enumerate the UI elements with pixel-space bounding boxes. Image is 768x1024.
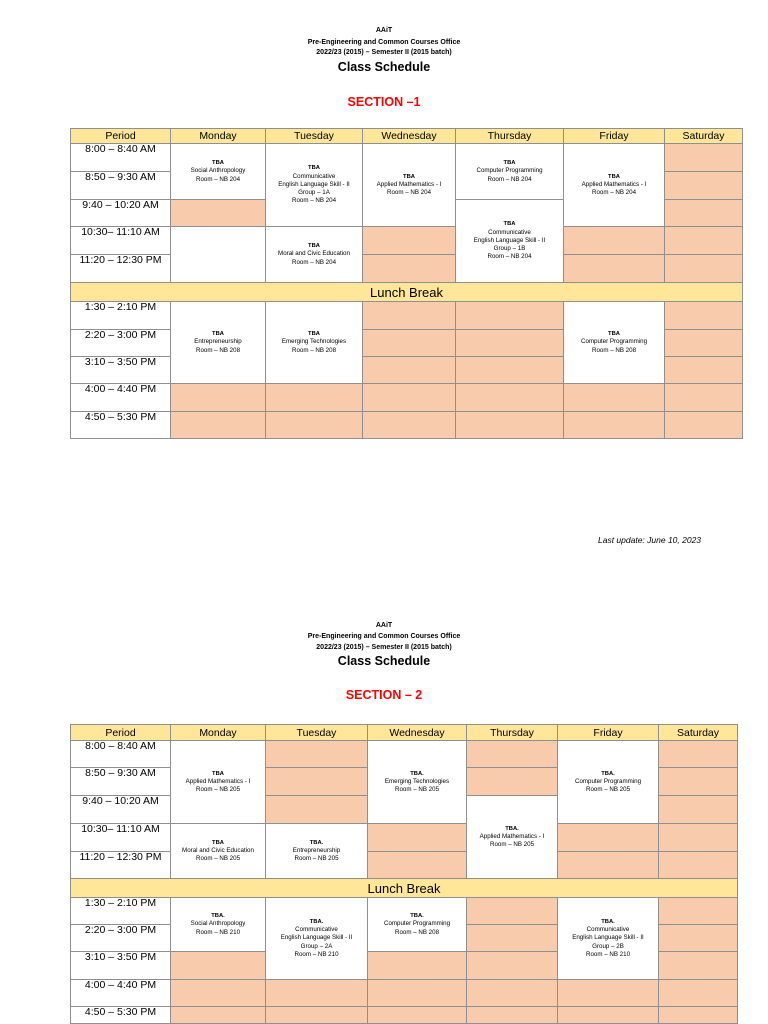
- column-header-monday: Monday: [170, 128, 266, 144]
- header-term: 2022/23 (2015) – Semester II (2015 batch): [316, 644, 452, 651]
- last-update-note: Last update: June 10, 2023: [598, 535, 702, 545]
- class-cell: [557, 740, 659, 824]
- instructor-label: TBA.: [211, 913, 225, 920]
- class-cell-line: Applied Mathematics - I: [185, 777, 251, 785]
- header-org: AAiT: [375, 622, 393, 629]
- free-slot-cell: [455, 411, 564, 439]
- column-header-thursday: Thursday: [455, 128, 564, 144]
- free-slot-cell: [563, 254, 665, 283]
- period-cell: 4:00 – 4:40 PM: [70, 383, 171, 412]
- class-cell-line: Applied Mathematics - I: [376, 180, 442, 188]
- class-cell-line: English Language Skill - II: [280, 934, 353, 942]
- free-slot-cell: [367, 851, 467, 879]
- free-slot-cell: [170, 979, 266, 1007]
- header-term: 2022/23 (2015) – Semester II (2015 batch): [316, 49, 452, 56]
- period-cell: 11:20 – 12:30 PM: [70, 254, 171, 283]
- column-header-period: Period: [70, 724, 171, 741]
- free-slot-cell: [455, 383, 564, 412]
- class-cell: [265, 897, 368, 980]
- instructor-label: TBA.: [309, 839, 324, 846]
- class-cell-line: Communicative: [295, 926, 338, 934]
- free-slot-cell: [664, 226, 743, 255]
- class-cell-line: Emerging Technologies: [281, 338, 347, 346]
- class-cell-line: Room – NB 205: [489, 841, 535, 849]
- free-slot-cell: [466, 740, 558, 768]
- header-office: Pre-Engineering and Common Courses Office: [307, 633, 461, 640]
- class-cell-line: Group – 2B: [592, 942, 624, 950]
- free-slot-cell: [664, 329, 743, 357]
- free-slot-cell: [658, 951, 738, 980]
- free-slot-cell: [367, 1006, 467, 1024]
- class-cell-line: Emerging Technologies: [384, 777, 450, 785]
- class-cell-line: English Language Skill - II: [473, 236, 546, 244]
- period-cell: 8:00 – 8:40 AM: [70, 740, 171, 768]
- free-slot-cell: [362, 226, 456, 255]
- instructor-label: TBA: [403, 173, 415, 180]
- column-header-friday: Friday: [557, 724, 659, 741]
- free-slot-cell: [658, 795, 738, 824]
- free-slot-cell: [170, 411, 266, 439]
- class-cell-line: Room – NB 210: [195, 928, 241, 936]
- free-slot-cell: [170, 951, 266, 980]
- column-header-friday: Friday: [563, 128, 665, 144]
- free-slot-cell: [658, 767, 738, 796]
- schedule-title: Class Schedule: [337, 654, 431, 668]
- class-cell: [170, 823, 266, 879]
- free-slot-cell: [265, 979, 368, 1007]
- class-cell-line: Room – NB 204: [487, 175, 532, 183]
- free-slot-cell: [466, 1006, 558, 1024]
- class-cell: [455, 143, 564, 200]
- period-cell: 10:30– 11:10 AM: [70, 823, 171, 852]
- free-slot-cell: [170, 383, 266, 412]
- period-cell: 1:30 – 2:10 PM: [70, 301, 171, 330]
- class-cell-line: Room – NB 204: [291, 197, 337, 205]
- class-cell-line: Room – NB 204: [591, 189, 637, 197]
- free-slot-cell: [455, 356, 564, 384]
- class-cell: [265, 226, 363, 283]
- column-header-thursday: Thursday: [466, 724, 558, 741]
- class-cell-line: Computer Programming: [476, 167, 543, 175]
- column-header-monday: Monday: [170, 724, 266, 741]
- free-slot-cell: [265, 411, 363, 439]
- class-cell: [557, 897, 659, 980]
- free-slot-cell: [664, 356, 743, 384]
- free-slot-cell: [563, 226, 665, 255]
- free-slot-cell: [658, 823, 738, 852]
- free-slot-cell: [658, 851, 738, 879]
- class-cell: [170, 740, 266, 824]
- free-slot-cell: [265, 767, 368, 796]
- instructor-label: TBA.: [410, 770, 424, 777]
- free-slot-cell: [658, 1006, 738, 1024]
- class-cell-line: Room – NB 208: [291, 346, 337, 354]
- class-cell: [367, 897, 467, 952]
- free-slot-cell: [557, 823, 659, 852]
- instructor-label: TBA: [212, 160, 224, 167]
- class-cell: [466, 795, 558, 879]
- instructor-label: TBA: [608, 173, 620, 180]
- instructor-label: TBA.: [601, 918, 615, 925]
- period-cell: 9:40 – 10:20 AM: [70, 199, 171, 227]
- section-label: SECTION – 2: [345, 688, 423, 702]
- free-slot-cell: [664, 383, 743, 412]
- class-cell: [265, 823, 368, 879]
- instructor-label: TBA: [503, 160, 516, 167]
- class-cell: [563, 143, 665, 227]
- period-cell: 4:50 – 5:30 PM: [70, 411, 171, 439]
- free-slot-cell: [466, 767, 558, 796]
- class-cell: [170, 226, 266, 283]
- instructor-label: TBA.: [601, 770, 615, 777]
- free-slot-cell: [466, 897, 558, 925]
- free-slot-cell: [265, 1006, 368, 1024]
- class-cell-line: Room – NB 208: [195, 346, 241, 354]
- free-slot-cell: [658, 740, 738, 768]
- class-cell-line: Applied Mathematics - I: [479, 832, 545, 840]
- class-cell-line: Entrepreneurship: [194, 338, 242, 346]
- class-cell-line: Entrepreneurship: [292, 846, 341, 854]
- period-cell: 4:00 – 4:40 PM: [70, 979, 171, 1007]
- free-slot-cell: [664, 301, 743, 330]
- column-header-tuesday: Tuesday: [265, 128, 363, 144]
- section-label: SECTION –1: [347, 95, 421, 109]
- lunch-break-row: Lunch Break: [70, 282, 743, 302]
- instructor-label: TBA: [308, 243, 320, 250]
- free-slot-cell: [664, 254, 743, 283]
- class-cell-line: Communicative: [292, 172, 336, 180]
- free-slot-cell: [362, 254, 456, 283]
- class-cell-line: Room – NB 208: [394, 928, 440, 936]
- instructor-label: TBA: [503, 221, 516, 228]
- free-slot-cell: [664, 143, 743, 172]
- schedule-title: Class Schedule: [337, 60, 431, 74]
- free-slot-cell: [367, 823, 467, 852]
- column-header-wednesday: Wednesday: [362, 128, 456, 144]
- class-cell-line: Room – NB 210: [585, 950, 631, 958]
- lunch-break-row: Lunch Break: [70, 878, 738, 898]
- class-cell-line: Computer Programming: [383, 920, 451, 928]
- instructor-label: TBA.: [410, 913, 424, 920]
- period-cell: 11:20 – 12:30 PM: [70, 851, 171, 879]
- class-cell-line: Computer Programming: [574, 777, 642, 785]
- period-cell: 1:30 – 2:10 PM: [70, 897, 171, 925]
- period-cell: 4:50 – 5:30 PM: [70, 1006, 171, 1024]
- free-slot-cell: [664, 171, 743, 200]
- instructor-label: TBA: [608, 331, 620, 338]
- free-slot-cell: [362, 411, 456, 439]
- free-slot-cell: [362, 356, 456, 384]
- class-cell-line: Room – NB 208: [591, 346, 637, 354]
- class-cell-line: Social Anthropology: [190, 167, 246, 175]
- class-cell-line: Group – 1B: [493, 245, 526, 253]
- class-cell-line: Computer Programming: [580, 338, 648, 346]
- period-cell: 10:30– 11:10 AM: [70, 226, 171, 255]
- free-slot-cell: [455, 329, 564, 357]
- column-header-wednesday: Wednesday: [367, 724, 467, 741]
- column-header-saturday: Saturday: [658, 724, 738, 741]
- class-cell-line: Room – NB 204: [487, 253, 532, 261]
- class-cell-line: Room – NB 205: [195, 855, 241, 863]
- header-org: AAiT: [375, 27, 393, 34]
- free-slot-cell: [658, 979, 738, 1007]
- instructor-label: TBA: [212, 839, 224, 846]
- class-cell-line: Room – NB 205: [195, 786, 241, 794]
- instructor-label: TBA: [308, 331, 320, 338]
- class-cell-line: Room – NB 205: [585, 786, 631, 794]
- class-cell-line: Room – NB 204: [386, 189, 432, 197]
- class-cell-line: Moral and Civic Education: [278, 250, 350, 258]
- free-slot-cell: [362, 301, 456, 330]
- free-slot-cell: [367, 951, 467, 980]
- period-cell: 9:40 – 10:20 AM: [70, 795, 171, 824]
- free-slot-cell: [265, 795, 368, 824]
- class-cell-line: Room – NB 205: [294, 855, 339, 863]
- instructor-label: TBA.: [309, 918, 324, 925]
- class-cell-line: Communicative: [488, 228, 531, 236]
- free-slot-cell: [170, 1006, 266, 1024]
- class-cell-line: Room – NB 204: [195, 175, 241, 183]
- free-slot-cell: [362, 329, 456, 357]
- free-slot-cell: [466, 979, 558, 1007]
- class-cell-line: Room – NB 204: [291, 258, 337, 266]
- free-slot-cell: [557, 851, 659, 879]
- instructor-label: TBA.: [505, 825, 519, 832]
- free-slot-cell: [664, 199, 743, 227]
- class-cell-line: Social Anthropology: [190, 920, 246, 928]
- free-slot-cell: [466, 951, 558, 980]
- period-cell: 8:50 – 9:30 AM: [70, 171, 171, 200]
- free-slot-cell: [362, 383, 456, 412]
- class-cell: [362, 143, 456, 227]
- class-cell-line: Moral and Civic Education: [182, 846, 254, 854]
- class-cell: [367, 740, 467, 824]
- period-cell: 3:10 – 3:50 PM: [70, 951, 171, 980]
- class-cell: [170, 897, 266, 952]
- free-slot-cell: [563, 383, 665, 412]
- free-slot-cell: [557, 1006, 659, 1024]
- class-cell: [170, 143, 266, 200]
- instructor-label: TBA: [212, 331, 224, 338]
- column-header-tuesday: Tuesday: [265, 724, 368, 741]
- period-cell: 8:00 – 8:40 AM: [70, 143, 171, 172]
- period-cell: 3:10 – 3:50 PM: [70, 356, 171, 384]
- instructor-label: TBA: [308, 165, 320, 172]
- free-slot-cell: [265, 740, 368, 768]
- class-cell-line: Group – 1A: [298, 189, 330, 197]
- free-slot-cell: [563, 411, 665, 439]
- free-slot-cell: [455, 301, 564, 330]
- free-slot-cell: [265, 383, 363, 412]
- class-cell-line: Applied Mathematics - I: [581, 180, 647, 188]
- column-header-saturday: Saturday: [664, 128, 743, 144]
- free-slot-cell: [466, 924, 558, 952]
- free-slot-cell: [170, 199, 266, 227]
- instructor-label: TBA: [212, 770, 224, 777]
- class-cell: [563, 301, 665, 384]
- class-cell-line: Room – NB 205: [394, 786, 440, 794]
- class-cell: [455, 199, 564, 283]
- class-cell: [265, 301, 363, 384]
- class-cell-line: English Language Skill - II: [572, 934, 644, 942]
- period-cell: 2:20 – 3:00 PM: [70, 329, 171, 357]
- free-slot-cell: [557, 979, 659, 1007]
- free-slot-cell: [658, 897, 738, 925]
- class-cell-line: English Language Skill - II: [278, 180, 350, 188]
- period-cell: 8:50 – 9:30 AM: [70, 767, 171, 796]
- period-cell: 2:20 – 3:00 PM: [70, 924, 171, 952]
- column-header-period: Period: [70, 128, 171, 144]
- class-cell-line: Room – NB 210: [294, 950, 339, 958]
- class-cell: [170, 301, 266, 384]
- class-cell-line: Communicative: [586, 926, 630, 934]
- class-cell: [265, 143, 363, 227]
- free-slot-cell: [367, 979, 467, 1007]
- free-slot-cell: [664, 411, 743, 439]
- free-slot-cell: [658, 924, 738, 952]
- class-cell-line: Group – 2A: [300, 942, 333, 950]
- header-office: Pre-Engineering and Common Courses Office: [307, 39, 461, 46]
